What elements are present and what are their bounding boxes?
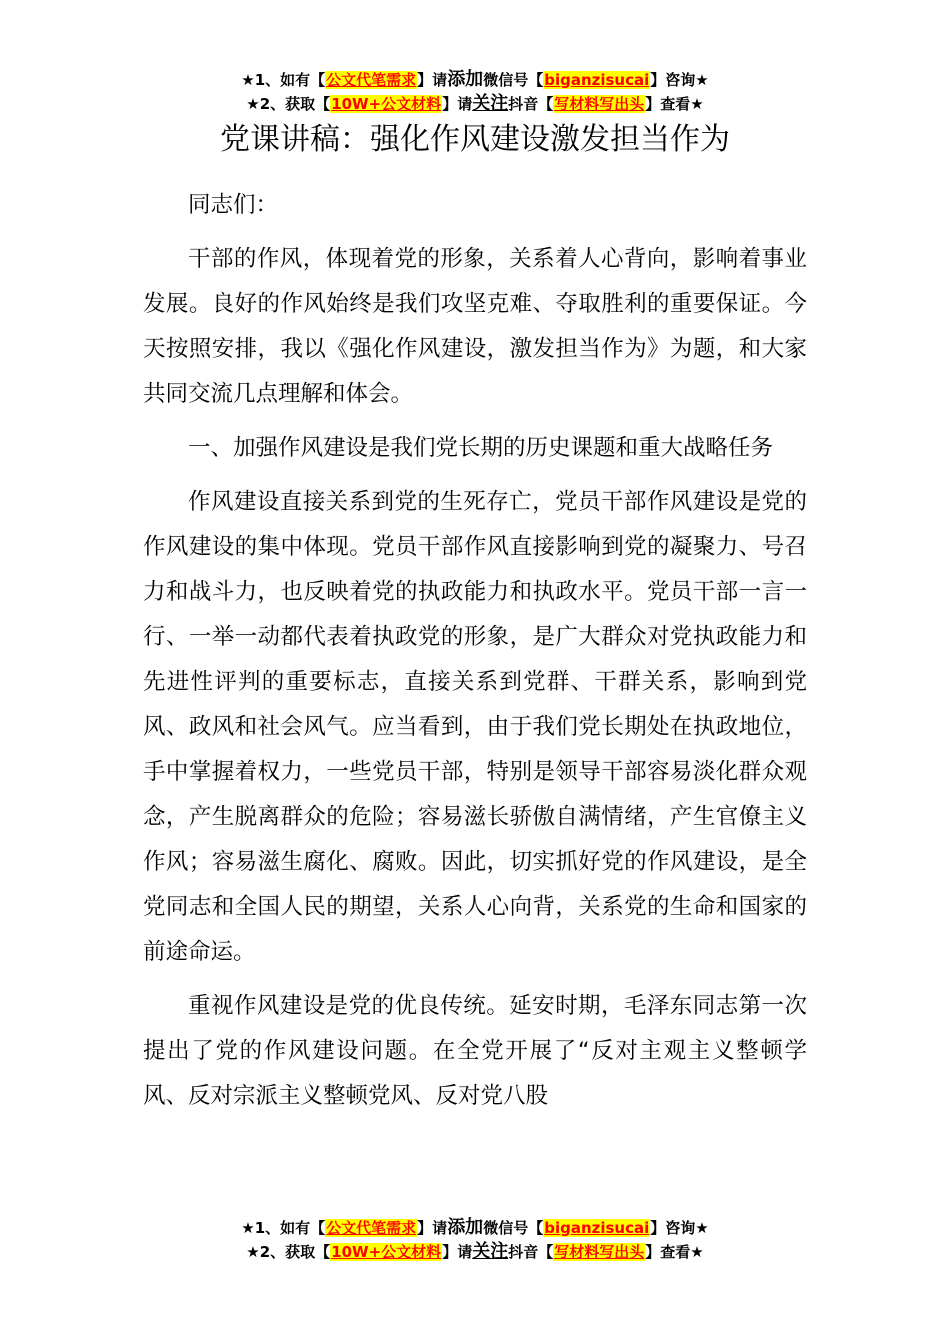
document-title: 党课讲稿：强化作风建设激发担当作为: [220, 122, 730, 157]
promo-emphasis: 关注: [472, 1241, 509, 1262]
promo-text: ★2、获取【: [246, 1243, 331, 1261]
promo-text: 抖音【: [508, 1243, 554, 1261]
promo-emphasis: 添加: [447, 69, 484, 90]
promo-banner-top: [0, 68, 950, 116]
promo-text: 抖音【: [508, 95, 554, 113]
promo-line-2: [0, 1240, 950, 1264]
promo-highlight: biganzisucai: [544, 71, 650, 89]
promo-line-2: [0, 92, 950, 116]
promo-highlight: 10W+公文材料: [331, 95, 442, 113]
promo-text: 】查看★: [645, 95, 704, 113]
promo-text: 】请: [417, 1219, 448, 1237]
promo-text: ★1、如有【: [241, 1219, 326, 1237]
body-paragraph: 作风建设直接关系到党的生死存亡，党员干部作风建设是党的作风建设的集中体现。党员干部作风直接影响到党的凝聚力、号召力和战斗力，也反映着党的执政能力和执政水平。党员干部一言一行、一举一动都代表着执政党的形象，是广大群众对党执政能力和先进性评判的重要标志，直接关系到党群、干群关系，影响到党风、政风和社会风气。应当看到，由于我们党长期处在执政地位，手中掌握着权力，一些党员干部，特别是领导干部容易淡化群众观念，产生脱离群众的危险；容易滋长骄傲自满情绪，产生官僚主义作风；容易滋生腐化、腐败。因此，切实抓好党的作风建设，是全党同志和全国人民的期望，关系人心向背，关系党的生命和国家的前途命运。: [143, 489, 807, 965]
body-paragraph: 干部的作风，体现着党的形象，关系着人心背向，影响着事业发展。良好的作风始终是我们攻坚克难、夺取胜利的重要保证。今天按照安排，我以《强化作风建设，激发担当作为》为题，和大家共同交流几点理解和体会。: [143, 246, 807, 407]
salutation: 同志们：: [188, 192, 279, 218]
promo-text: 】查看★: [645, 1243, 704, 1261]
section-heading: 一、加强作风建设是我们党长期的历史课题和重大战略任务: [188, 435, 774, 461]
body-paragraph: 重视作风建设是党的优良传统。延安时期，毛泽东同志第一次提出了党的作风建设问题。在全党开展了“反对主观主义整顿学风、反对宗派主义整顿党风、反对党八股: [143, 993, 807, 1109]
promo-line-1: [0, 1216, 950, 1240]
promo-text: 】咨询★: [650, 71, 709, 89]
promo-banner-bottom: [0, 1216, 950, 1264]
promo-highlight: 10W+公文材料: [331, 1243, 442, 1261]
promo-highlight: 公文代笔需求: [326, 71, 417, 89]
promo-text: 】请: [417, 71, 448, 89]
document-body: [143, 183, 807, 1128]
promo-highlight: 写材料写出头: [554, 95, 645, 113]
promo-text: 微信号【: [483, 71, 544, 89]
promo-text: 】咨询★: [650, 1219, 709, 1237]
promo-text: ★2、获取【: [246, 95, 331, 113]
promo-emphasis: 关注: [472, 93, 509, 114]
promo-text: 微信号【: [483, 1219, 544, 1237]
promo-highlight: biganzisucai: [544, 1219, 650, 1237]
promo-emphasis: 添加: [447, 1217, 484, 1238]
promo-text: ★1、如有【: [241, 71, 326, 89]
promo-highlight: 写材料写出头: [554, 1243, 645, 1261]
promo-text: 】请: [442, 1243, 473, 1261]
promo-text: 】请: [442, 95, 473, 113]
promo-line-1: [0, 68, 950, 92]
promo-highlight: 公文代笔需求: [326, 1219, 417, 1237]
